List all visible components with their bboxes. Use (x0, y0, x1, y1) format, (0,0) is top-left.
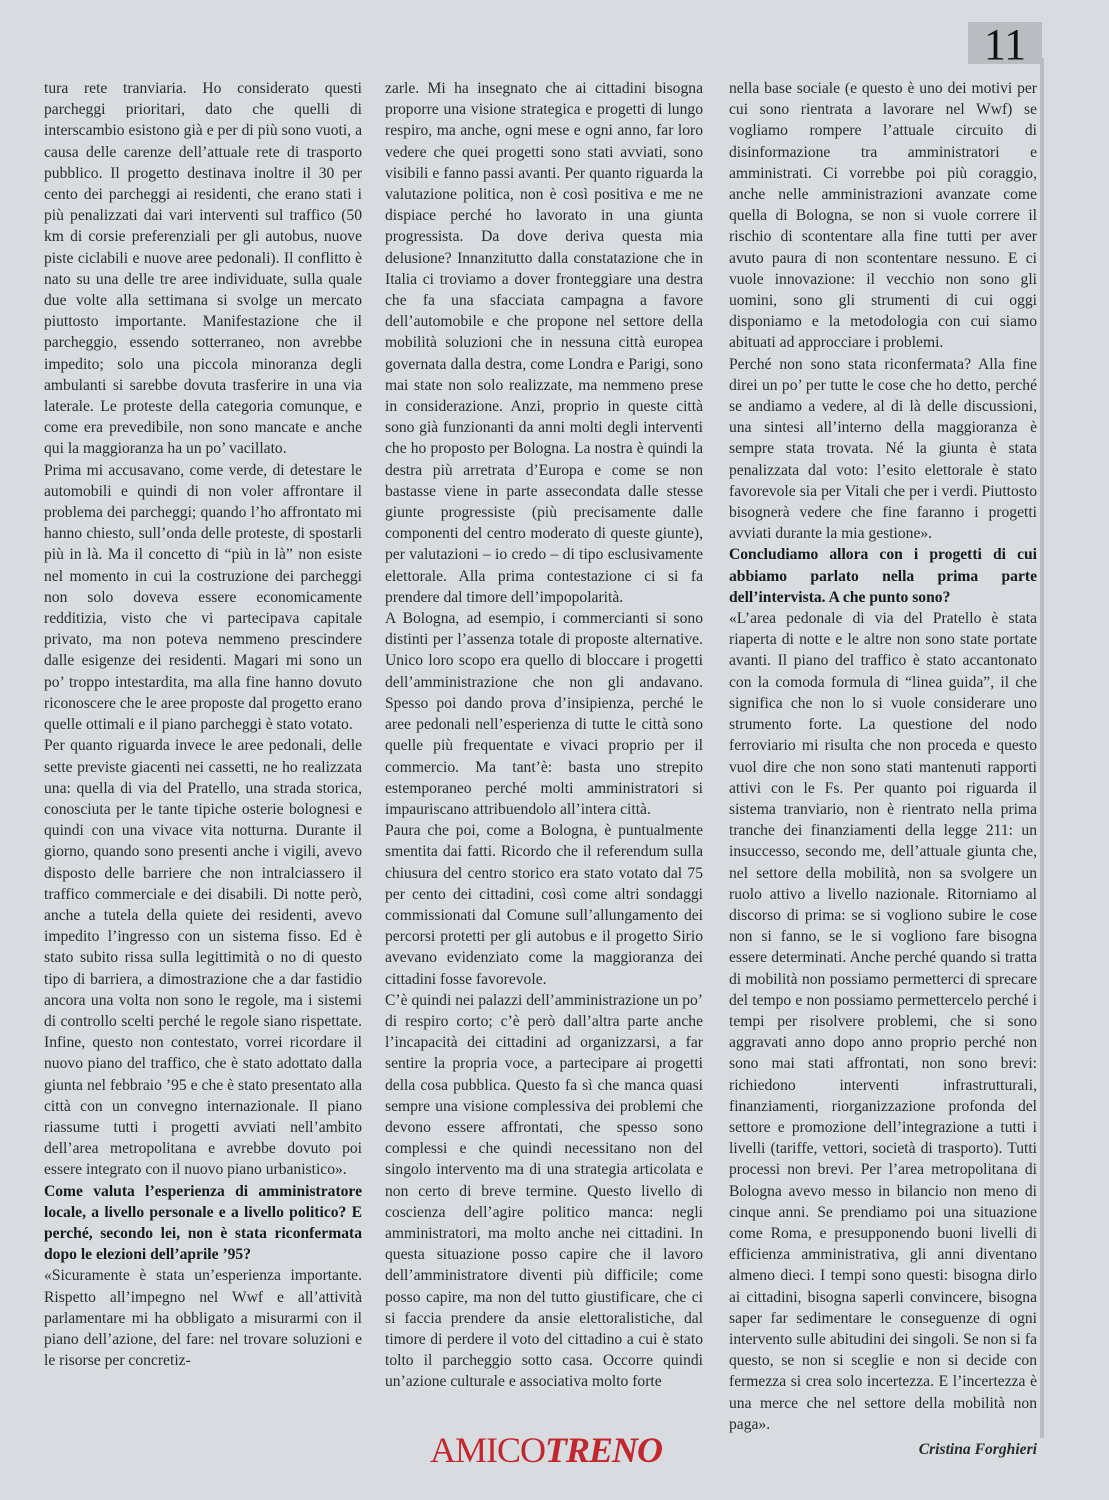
page-edge-rule (1040, 58, 1044, 1438)
body-paragraph: «Sicuramente è stata un’esperienza importante. Rispetto all’impegno nel Wwf e all’attività parlamentare mi ha obbligato a misurarmi con il piano dell’azione, del fare: nel trovare soluzioni e le risorse per concretiz- (44, 1267, 362, 1370)
logo-part-treno: TRENO (545, 1430, 663, 1470)
interview-question: Concludiamo allora con i progetti di cui abbiamo parlato nella prima parte dell’intervista. A che punto sono? (729, 546, 1037, 606)
author-signature: Cristina Forghieri (918, 1441, 1037, 1458)
text-column-1 (44, 78, 362, 1371)
body-paragraph: Paura che poi, come a Bologna, è puntualmente smentita dai fatti. Ricordo che il referendum sulla chiusura del centro storico era stato votato dal 75 per cento dei cittadini, così come altri sondaggi commissionati dal Comune sull’allungamento dei percorsi protetti per gli autobus e il progetto Sirio avevano evidenziato come la maggioranza dei cittadini fosse favorevole. (385, 822, 703, 988)
body-paragraph: Per quanto riguarda invece le aree pedonali, delle sette previste giacenti nei cassetti, ne ho realizzata una: quella di via del Pratello, una strada storica, conosciuta per le tante tipiche osterie bolognesi e quindi con una vivace vita notturna. Durante il giorno, quando sono presenti anche i vigili, avevo disposto delle barriere che non intralciassero il traffico commerciale e dei disabili. Di notte però, anche a tutela della quiete dei residenti, avevo impedito l’ingresso con un sistema fisso. Ed è stato subito rissa sulla legittimità o no di questo tipo di barriera, a dimostrazione che a dar fastidio ancora una volta non sono le regole, ma i sistemi di controllo scelti perché le regole siano rispettate. Infine, questo non contestato, vorrei ricordare il nuovo piano del traffico, che è stato adottato dalla giunta nel febbraio ’95 e che è stato presentato alla città con un convegno internazionale. Il piano riassume tutti i progetti avviati nell’ambito dell’area metropolitana e avrebbe dovuto poi essere integrato con il nuovo piano urbanistico». (44, 737, 362, 1179)
amicotreno-logo (426, 1428, 666, 1472)
text-column-3 (729, 78, 1037, 1460)
body-paragraph: «L’area pedonale di via del Pratello è stata riaperta di notte e le altre non sono state portate avanti. Il piano del traffico è stato accantonato con la comoda formula di “linea guida”, il che significa che non lo si vuole considerare uno strumento forte. La questione del nodo ferroviario mi risulta che non proceda e questo vuol dire che non sono stati mantenuti rapporti attivi con le Fs. Per quanto poi riguarda il sistema tranviario, non è rientrato nella prima tranche dei finanziamenti della legge 211: un insuccesso, secondo me, dell’attuale giunta che, nel settore della mobilità, non sa svolgere un ruolo attivo a livello nazionale. Ritorniamo al discorso di prima: se si vogliono subire le cose non si fanno, se le si vogliono fare bisogna essere determinati. Anche perché quando si tratta di mobilità non possiamo permetterci di sprecare del tempo e non possiamo permettercelo perché i tempi per risolvere problemi, che si sono aggravati anno dopo anno proprio perché non sono mai stati affrontati, non sono brevi: richiedono interventi infrastrutturali, finanziamenti, riorganizzazione profonda del settore e promozione dell’integrazione a tutti i livelli (tariffe, vettori, società di trasporto). Tutti processi non brevi. Per l’area metropolitana di Bologna avevo messo in bilancio non meno di cinque anni. Se prendiamo poi una situazione come Roma, e presupponendo buoni livelli di efficienza amministrativa, gli anni diventano almeno dieci. I tempi sono questi: bisogna dirlo ai cittadini, bisogna saperli convincere, bisogna saper far sedimentare le conseguenze di ogni intervento sulle abitudini dei singoli. Se non si fa questo, se non si sceglie e non si decide con fermezza si crea solo incertezza. E l’incertezza è una merce che nel settore della mobilità non paga». (729, 610, 1037, 1433)
body-paragraph: Prima mi accusavano, come verde, di detestare le automobili e quindi di non voler affrontare il problema dei parcheggi; quando l’ho affrontato mi hanno chiesto, sull’onda delle proteste, di spostarli più in là. Ma il concetto di “più in là” non esiste nel momento in cui la costruzione dei parcheggi non solo doveva essere economicamente redditizia, visto che vi partecipava capitale privato, ma non poteva nemmeno prescindere dalle esigenze dei residenti. Magari mi sono un po’ troppo intestardita, ma alla fine hanno dovuto riconoscere che le aree proposte dal progetto erano quelle ottimali e il piano parcheggi è stato votato. (44, 461, 362, 734)
body-paragraph: nella base sociale (e questo è uno dei motivi per cui sono rientrata a lavorare nel Wwf) se vogliamo rompere l’attuale circuito di disinformazione tra amministratori e amministrati. Ci vorrebbe poi più coraggio, anche nelle amministrazioni avanzate come quella di Bologna, se non si vuole correre il rischio di scontentare alla fine tutti per aver avuto paura di non scontentare nessuno. E ci vuole innovazione: il vecchio non sono gli uomini, sono gli strumenti di cui oggi disponiamo e la metodologia con cui siamo abituati ad approcciare i problemi. (729, 80, 1037, 352)
logo-part-amico: AMICO (429, 1430, 545, 1470)
interview-question: Come valuta l’esperienza di amministratore locale, a livello personale e a livello politico? E perché, secondo lei, non è stata riconfermata dopo le elezioni dell’aprile ’95? (44, 1182, 362, 1264)
body-paragraph: C’è quindi nei palazzi dell’amministrazione un po’ di respiro corto; c’è però dall’altra parte anche l’incapacità dei cittadini ad organizzarsi, a far sentire la propria voce, a partecipare ai progetti della cosa pubblica. Questo fa sì che manca quasi sempre una visione complessiva dei problemi che devono essere affrontati, che spesso sono complessi e che quindi necessitano non del singolo intervento ma di una strategia articolata e non certo di breve termine. Questo livello di coscienza dell’agire politico manca: negli amministratori, ma molto anche nei cittadini. In questa situazione posso capire che il lavoro dell’amministratore diventi più difficile; come posso capire, ma non del tutto giustificare, che ci si faccia prendere da ansie elettoralistiche, dal timore di perdere il voto del cittadino a cui è stato tolto il parcheggio sotto casa. Occorre quindi un’azione culturale e associativa molto forte (385, 991, 703, 1391)
body-paragraph: Perché non sono stata riconfermata? Alla fine direi un po’ per tutte le cose che ho detto, perché se andiamo a vedere, al di là delle discussioni, una sintesi all’interno della maggioranza è sempre stata trovata. Né la giunta è stata penalizzata dal voto: l’esito elettorale è stato favorevole sia per Vitali che per i verdi. Piuttosto bisognerà vedere che fine faranno i progetti avviati durante la mia gestione». (729, 355, 1037, 543)
page-number: 11 (968, 22, 1042, 64)
text-column-2 (385, 78, 703, 1393)
body-paragraph: tura rete tranviaria. Ho considerato questi parcheggi prioritari, dato che quelli di interscambio esistono già e per di più sono vuoti, a causa delle carenze dell’attuale rete di trasporto pubblico. Il progetto destinava inoltre il 30 per cento dei parcheggi ai residenti, che erano stati i più penalizzati dai vari interventi sul traffico (50 km di corsie preferenziali per gli autobus, nuove piste ciclabili e nuove aree pedonali). Il conflitto è nato su una delle tre aree individuate, sulla quale due volte alla settimana si svolge un mercato piuttosto importante. Manifestazione che il parcheggio, essendo sotterraneo, non avrebbe impedito; solo una piccola minoranza degli ambulanti si sarebbe dovuta trasferire in una via laterale. Le proteste della categoria comunque, e come era prevedibile, non sono mancate e anche qui la maggioranza ha un po’ vacillato. (44, 80, 362, 458)
body-paragraph: A Bologna, ad esempio, i commercianti si sono distinti per l’assenza totale di proposte alternative. Unico loro scopo era quello di bloccare i progetti dell’amministrazione che non gli andavano. Spesso poi dando prova d’insipienza, perché le aree pedonali nell’esperienza di tutte le città sono quelle più frequentate e vivaci proprio per il commercio. Ma tant’è: basta uno strepito estemporaneo perché molti amministratori si impauriscano attribuendolo all’intera città. (385, 610, 703, 818)
body-paragraph: zarle. Mi ha insegnato che ai cittadini bisogna proporre una visione strategica e progetti di lungo respiro, ma anche, ogni mese e ogni anno, far loro vedere che quei progetti sono stati avviati, sono visibili e fanno passi avanti. Per quanto riguarda la valutazione politica, non è così positiva e me ne dispiace perché ho lavorato in una giunta progressista. Da dove deriva questa mia delusione? Innanzitutto dalla constatazione che in Italia ci troviamo a dover fronteggiare una destra che fa una sfacciata campagna a favore dell’automobile e che propone nel settore della mobilità soluzioni che in nessuna città europea governata dalla destra, come Londra e Parigi, sono mai state non solo realizzate, ma nemmeno prese in considerazione. Anzi, proprio in queste città sono già funzionanti da anni molti degli interventi che ho proposto per Bologna. La nostra è quindi la destra più arretrata d’Europa e come se non bastasse viene in parte assecondata dalle stesse giunte progressiste (più precisamente dalle componenti del centro moderato di queste giunte), per valutazioni – io credo – di tipo esclusivamente elettorale. Alla prima contestazione ci si fa prendere dal timore dell’impopolarità. (385, 80, 703, 606)
